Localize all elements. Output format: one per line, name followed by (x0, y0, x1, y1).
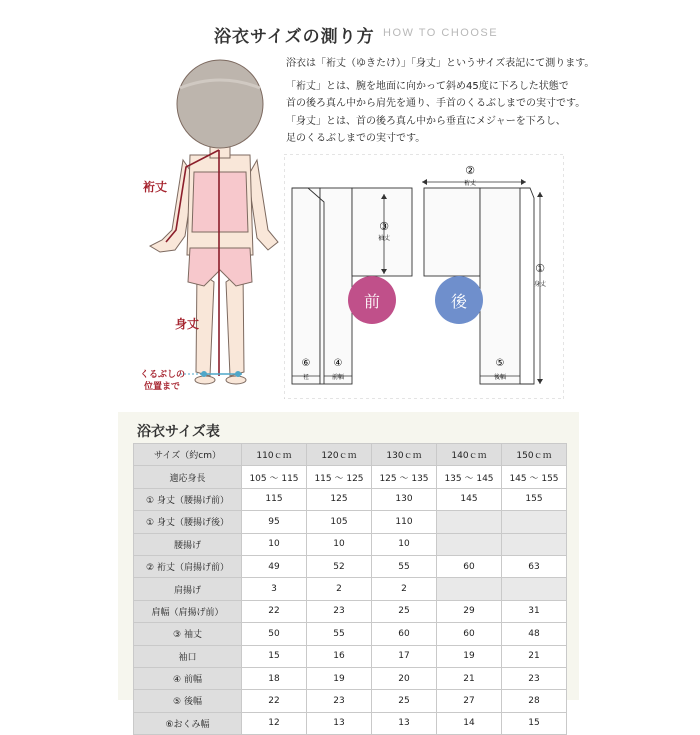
table-cell: 155 (502, 488, 567, 510)
table-header-cell: 150ｃｍ (502, 444, 567, 466)
table-cell: 25 (372, 690, 437, 712)
row-label: 袖口 (134, 645, 242, 667)
table-cell: 22 (242, 690, 307, 712)
mark-6: ⑥ (301, 358, 311, 369)
table-cell: 10 (372, 533, 437, 555)
table-cell: 49 (242, 555, 307, 577)
table-cell: 29 (437, 600, 502, 622)
table-row (134, 645, 567, 667)
table-cell: 19 (307, 667, 372, 689)
table-cell: 13 (307, 712, 372, 734)
table-row (134, 511, 567, 533)
mark-1: ① (535, 262, 545, 275)
table-cell: 23 (307, 690, 372, 712)
table-cell: 31 (502, 600, 567, 622)
table-cell: 25 (372, 600, 437, 622)
mark-5: ⑤ (495, 358, 505, 369)
table-cell: 18 (242, 667, 307, 689)
row-label: ⑥おくみ幅 (134, 712, 242, 734)
table-cell (502, 578, 567, 600)
table-cell: 28 (502, 690, 567, 712)
table-row (134, 578, 567, 600)
table-cell: 63 (502, 555, 567, 577)
table-cell: 2 (307, 578, 372, 600)
table-header-cell: 120ｃｍ (307, 444, 372, 466)
table-cell: 19 (437, 645, 502, 667)
label-yukitake: 裄丈 (143, 180, 168, 194)
table-cell: 145 (437, 488, 502, 510)
table-cell: 105 ～ 115 (242, 466, 307, 488)
size-table (133, 443, 567, 735)
table-cell: 115 (242, 488, 307, 510)
table-cell: 27 (437, 690, 502, 712)
table-cell: 21 (437, 667, 502, 689)
label-mitake: 身丈 (175, 317, 200, 331)
row-label: 肩幅（肩揚げ前） (134, 600, 242, 622)
table-row (134, 667, 567, 689)
table-cell: 20 (372, 667, 437, 689)
row-label: ① 身丈（腰揚げ後） (134, 511, 242, 533)
yukata-diagram (284, 154, 564, 399)
table-cell (502, 533, 567, 555)
front-label: 前 (363, 292, 381, 311)
table-cell: 48 (502, 623, 567, 645)
table-cell: 130 (372, 488, 437, 510)
table-cell: 55 (372, 555, 437, 577)
table-cell: 60 (372, 623, 437, 645)
table-header-cell: 140ｃｍ (437, 444, 502, 466)
page-title: 浴衣サイズの測り方 (214, 27, 375, 47)
table-row (134, 623, 567, 645)
mark-2-text: 裄丈 (463, 180, 477, 187)
table-row (134, 533, 567, 555)
table-row (134, 466, 567, 488)
row-label: 腰揚げ (134, 533, 242, 555)
table-cell: 23 (307, 600, 372, 622)
table-cell: 10 (242, 533, 307, 555)
table-cell: 22 (242, 600, 307, 622)
table-cell: 21 (502, 645, 567, 667)
table-cell: 23 (502, 667, 567, 689)
description-paragraph-2: 「裄丈」とは、腕を地面に向かって斜め45度に下ろした状態で 首の後ろ真ん中から肩先を通り、手首のくるぶしまでの実寸です。 (286, 81, 586, 109)
table-cell (502, 511, 567, 533)
table-cell: 105 (307, 511, 372, 533)
back-label: 後 (450, 292, 468, 311)
table-cell: 125 ～ 135 (372, 466, 437, 488)
mark-1-text: 身丈 (533, 281, 547, 288)
table-cell: 17 (372, 645, 437, 667)
mark-6-text: 衽 (302, 374, 310, 381)
table-cell (437, 578, 502, 600)
table-cell: 2 (372, 578, 437, 600)
row-label: ③ 袖丈 (134, 623, 242, 645)
table-cell: 14 (437, 712, 502, 734)
table-header-cell: 110ｃｍ (242, 444, 307, 466)
table-cell: 13 (372, 712, 437, 734)
table-row (134, 712, 567, 734)
table-row (134, 600, 567, 622)
table-cell: 145 ～ 155 (502, 466, 567, 488)
child-measurement-figure (0, 55, 285, 400)
table-cell: 110 (372, 511, 437, 533)
table-cell: 95 (242, 511, 307, 533)
description-paragraph-1: 浴衣は「裄丈（ゆきたけ）」「身丈」というサイズ表記にて測ります。 (286, 58, 595, 69)
row-label: 適応身長 (134, 466, 242, 488)
table-cell: 125 (307, 488, 372, 510)
table-cell: 60 (437, 623, 502, 645)
table-cell: 16 (307, 645, 372, 667)
row-label: 肩揚げ (134, 578, 242, 600)
row-label: ① 身丈（腰揚げ前） (134, 488, 242, 510)
table-cell: 60 (437, 555, 502, 577)
table-cell: 55 (307, 623, 372, 645)
row-label: ⑤ 後幅 (134, 690, 242, 712)
mark-3-text: 袖丈 (377, 235, 391, 242)
table-header-cell: 130ｃｍ (372, 444, 437, 466)
table-cell: 50 (242, 623, 307, 645)
page-subtitle: HOW TO CHOOSE (383, 27, 499, 39)
table-cell (437, 511, 502, 533)
label-ankle-1: くるぶしの (140, 370, 186, 380)
table-cell: 115 ～ 125 (307, 466, 372, 488)
table-cell: 135 ～ 145 (437, 466, 502, 488)
table-row (134, 555, 567, 577)
table-cell: 12 (242, 712, 307, 734)
mark-5-text: 後幅 (493, 374, 507, 381)
table-cell (437, 533, 502, 555)
label-ankle-2: 位置まで (144, 382, 181, 392)
mark-4-text: 前幅 (331, 374, 345, 381)
table-cell: 52 (307, 555, 372, 577)
size-table-title: 浴衣サイズ表 (137, 424, 220, 440)
table-cell: 3 (242, 578, 307, 600)
mark-3: ③ (379, 220, 389, 233)
mark-2: ② (465, 164, 475, 177)
table-cell: 15 (242, 645, 307, 667)
table-cell: 15 (502, 712, 567, 734)
table-header-label: サイズ（約cm） (134, 444, 242, 466)
table-row (134, 488, 567, 510)
mark-4: ④ (333, 358, 343, 369)
row-label: ② 裄丈（肩揚げ前） (134, 555, 242, 577)
table-cell: 10 (307, 533, 372, 555)
description-paragraph-3: 「身丈」とは、首の後ろ真ん中から垂直にメジャーを下ろし、 足のくるぶしまでの実寸です。 (286, 116, 566, 144)
row-label: ④ 前幅 (134, 667, 242, 689)
table-header-row (134, 444, 567, 466)
table-row (134, 690, 567, 712)
